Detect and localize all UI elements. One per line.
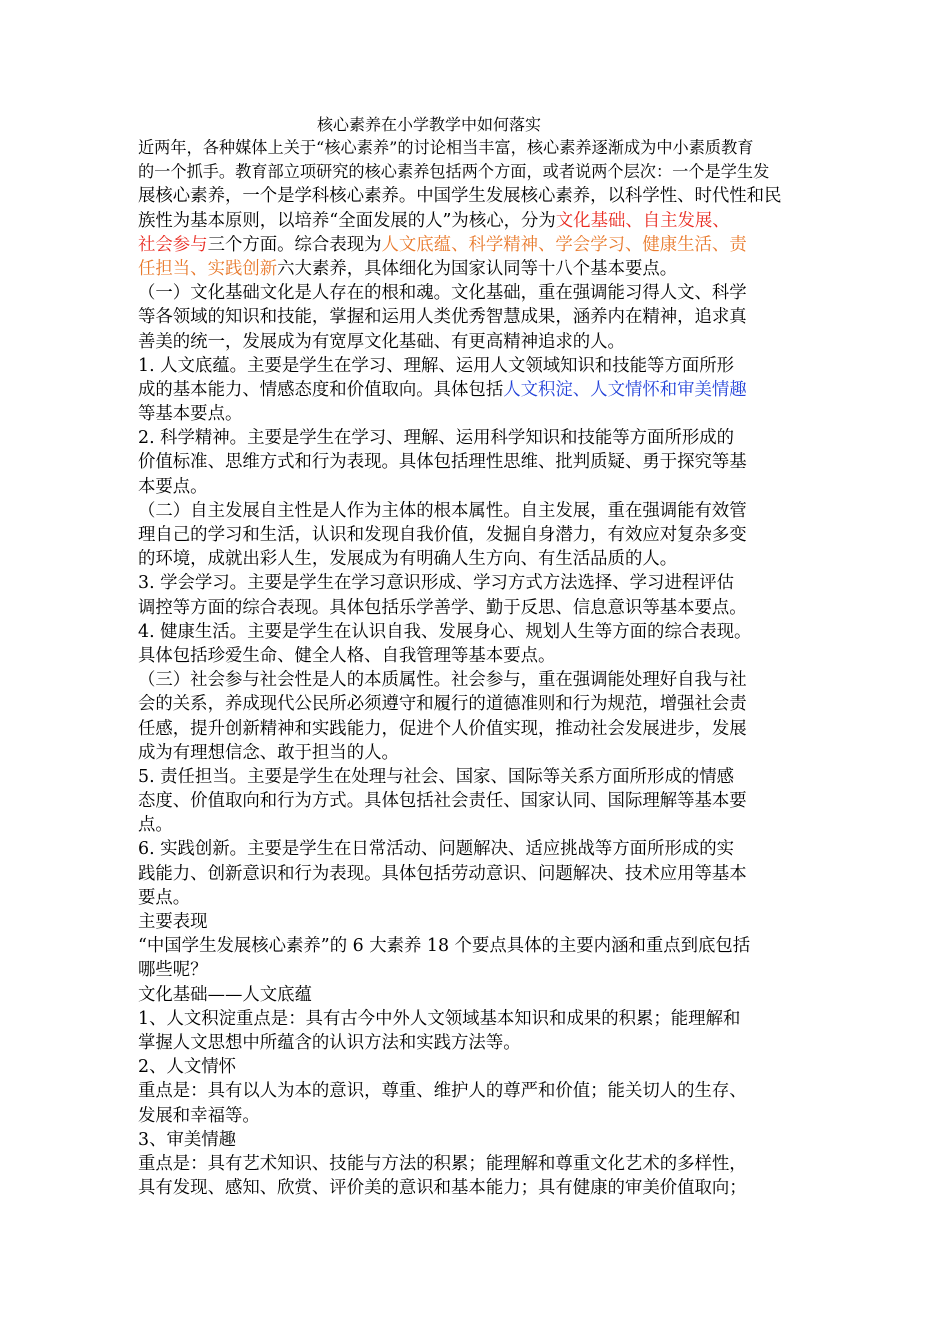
item-5-line-3: 点。 <box>138 815 173 836</box>
point-3-line-2: 具有发现、感知、欣赏、评价美的意识和基本能力；具有健康的审美价值取向； <box>138 1178 747 1199</box>
item-1-line-2 <box>138 378 826 402</box>
point-2-title: 2、人文情怀 <box>138 1057 237 1078</box>
section-2-line-3: 的环境，成就出彩人生，发展成为有明确人生方向、有生活品质的人。 <box>138 549 678 570</box>
intro-line-6 <box>138 257 826 281</box>
item-6-line-1: 6. 实践创新。主要是学生在日常活动、问题解决、适应挑战等方面所形成的实 <box>138 839 735 860</box>
highlight-orange: 任担当、实践创新 <box>138 258 278 279</box>
section-1-line-1: （一）文化基础文化是人存在的根和魂。文化基础，重在强调能习得人文、科学 <box>138 283 747 304</box>
item-6-line-3: 要点。 <box>138 887 191 908</box>
section-3-line-3: 任感，提升创新精神和实践能力，促进个人价值实现，推动社会发展进步，发展 <box>138 718 747 739</box>
item-3-line-2: 调控等方面的综合表现。具体包括乐学善学、勤于反思、信息意识等基本要点。 <box>138 597 747 618</box>
section-2-line-1: （二）自主发展自主性是人作为主体的根本属性。自主发展，重在强调能有效管 <box>138 500 747 521</box>
document-body <box>138 136 826 1200</box>
subheading: 文化基础——人文底蕴 <box>138 984 312 1005</box>
main-heading: 主要表现 <box>138 912 208 932</box>
section-1-line-3: 善美的统一，发展成为有宽厚文化基础、有更高精神追求的人。 <box>138 331 625 352</box>
intro-text: 六大素养，具体细化为国家认同等十八个基本要点。 <box>277 258 678 279</box>
item-4-line-2: 具体包括珍爱生命、健全人格、自我管理等基本要点。 <box>138 645 556 666</box>
intro-line-2: 的一个抓手。教育部立项研究的核心素养包括两个方面，或者说两个层次：一个是学生发 <box>138 162 770 182</box>
highlight-red: 文化基础、自主发展、 <box>555 210 730 231</box>
item-2-line-3: 本要点。 <box>138 476 208 497</box>
intro-line-5 <box>138 233 826 257</box>
section-3-line-2: 会的关系，养成现代公民所必须遵守和履行的道德准则和行为规范，增强社会责 <box>138 694 747 715</box>
question-line-1: “中国学生发展核心素养”的 6 大素养 18 个要点具体的主要内涵和重点到底包括 <box>138 936 751 957</box>
item-3-line-1: 3. 学会学习。主要是学生在学习意识形成、学习方式方法选择、学习进程评估 <box>138 573 735 594</box>
highlight-red: 社会参与 <box>138 234 208 255</box>
item-1-line-1: 1. 人文底蕴。主要是学生在学习、理解、运用人文领域知识和技能等方面所形 <box>138 355 735 376</box>
intro-line-4 <box>138 209 826 233</box>
item-1-line-3: 等基本要点。 <box>138 404 243 425</box>
point-1-line-1: 1、人文积淀重点是：具有古今中外人文领域基本知识和成果的积累；能理解和 <box>138 1008 741 1029</box>
item-6-line-2: 践能力、创新意识和行为表现。具体包括劳动意识、问题解决、技术应用等基本 <box>138 863 747 884</box>
point-2-line-2: 发展和幸福等。 <box>138 1105 260 1126</box>
item-4-line-1: 4. 健康生活。主要是学生在认识自我、发展身心、规划人生等方面的综合表现。 <box>138 621 752 642</box>
point-3-line-1: 重点是：具有艺术知识、技能与方法的积累；能理解和尊重文化艺术的多样性， <box>138 1153 747 1174</box>
document-title: 核心素养在小学教学中如何落实 <box>317 115 542 134</box>
item-5-line-2: 态度、价值取向和行为方式。具体包括社会责任、国家认同、国际理解等基本要 <box>138 791 747 812</box>
highlight-blue: 人文积淀、人文情怀和审美情趣 <box>503 379 747 400</box>
question-line-2: 哪些呢？ <box>138 960 208 981</box>
item-2-line-2: 价值标准、思维方式和行为表现。具体包括理性思维、批判质疑、勇于探究等基 <box>138 452 747 473</box>
item-text: 成的基本能力、情感态度和价值取向。具体包括 <box>138 379 504 400</box>
section-1-line-2: 等各领域的知识和技能，掌握和运用人类优秀智慧成果，涵养内在精神，追求真 <box>138 307 747 328</box>
point-2-line-1: 重点是：具有以人为本的意识，尊重、维护人的尊严和价值；能关切人的生存、 <box>138 1081 747 1102</box>
item-5-line-1: 5. 责任担当。主要是学生在处理与社会、国家、国际等关系方面所形成的情感 <box>138 766 735 787</box>
intro-text: 族性为基本原则，以培养“全面发展的人”为核心，分为 <box>138 210 556 231</box>
section-3-line-4: 成为有理想信念、敢于担当的人。 <box>138 742 399 763</box>
item-2-line-1: 2. 科学精神。主要是学生在学习、理解、运用科学知识和技能等方面所形成的 <box>138 428 735 449</box>
intro-text: 三个方面。综合表现为 <box>207 234 382 255</box>
intro-line-1: 近两年，各种媒体上关于“核心素养”的讨论相当丰富，核心素养逐渐成为中小素质教育 <box>138 138 754 157</box>
highlight-orange: 人文底蕴、科学精神、学会学习、健康生活、责 <box>381 234 747 255</box>
section-3-line-1: （三）社会参与社会性是人的本质属性。社会参与，重在强调能处理好自我与社 <box>138 670 747 691</box>
section-2-line-2: 理自己的学习和生活，认识和发现自我价值，发掘自身潜力，有效应对复杂多变 <box>138 525 747 545</box>
point-3-title: 3、审美情趣 <box>138 1129 237 1150</box>
point-1-line-2: 掌握人文思想中所蕴含的认识方法和实践方法等。 <box>138 1032 521 1053</box>
intro-line-3: 展核心素养，一个是学科核心素养。中国学生发展核心素养，以科学性、时代性和民 <box>138 186 782 207</box>
